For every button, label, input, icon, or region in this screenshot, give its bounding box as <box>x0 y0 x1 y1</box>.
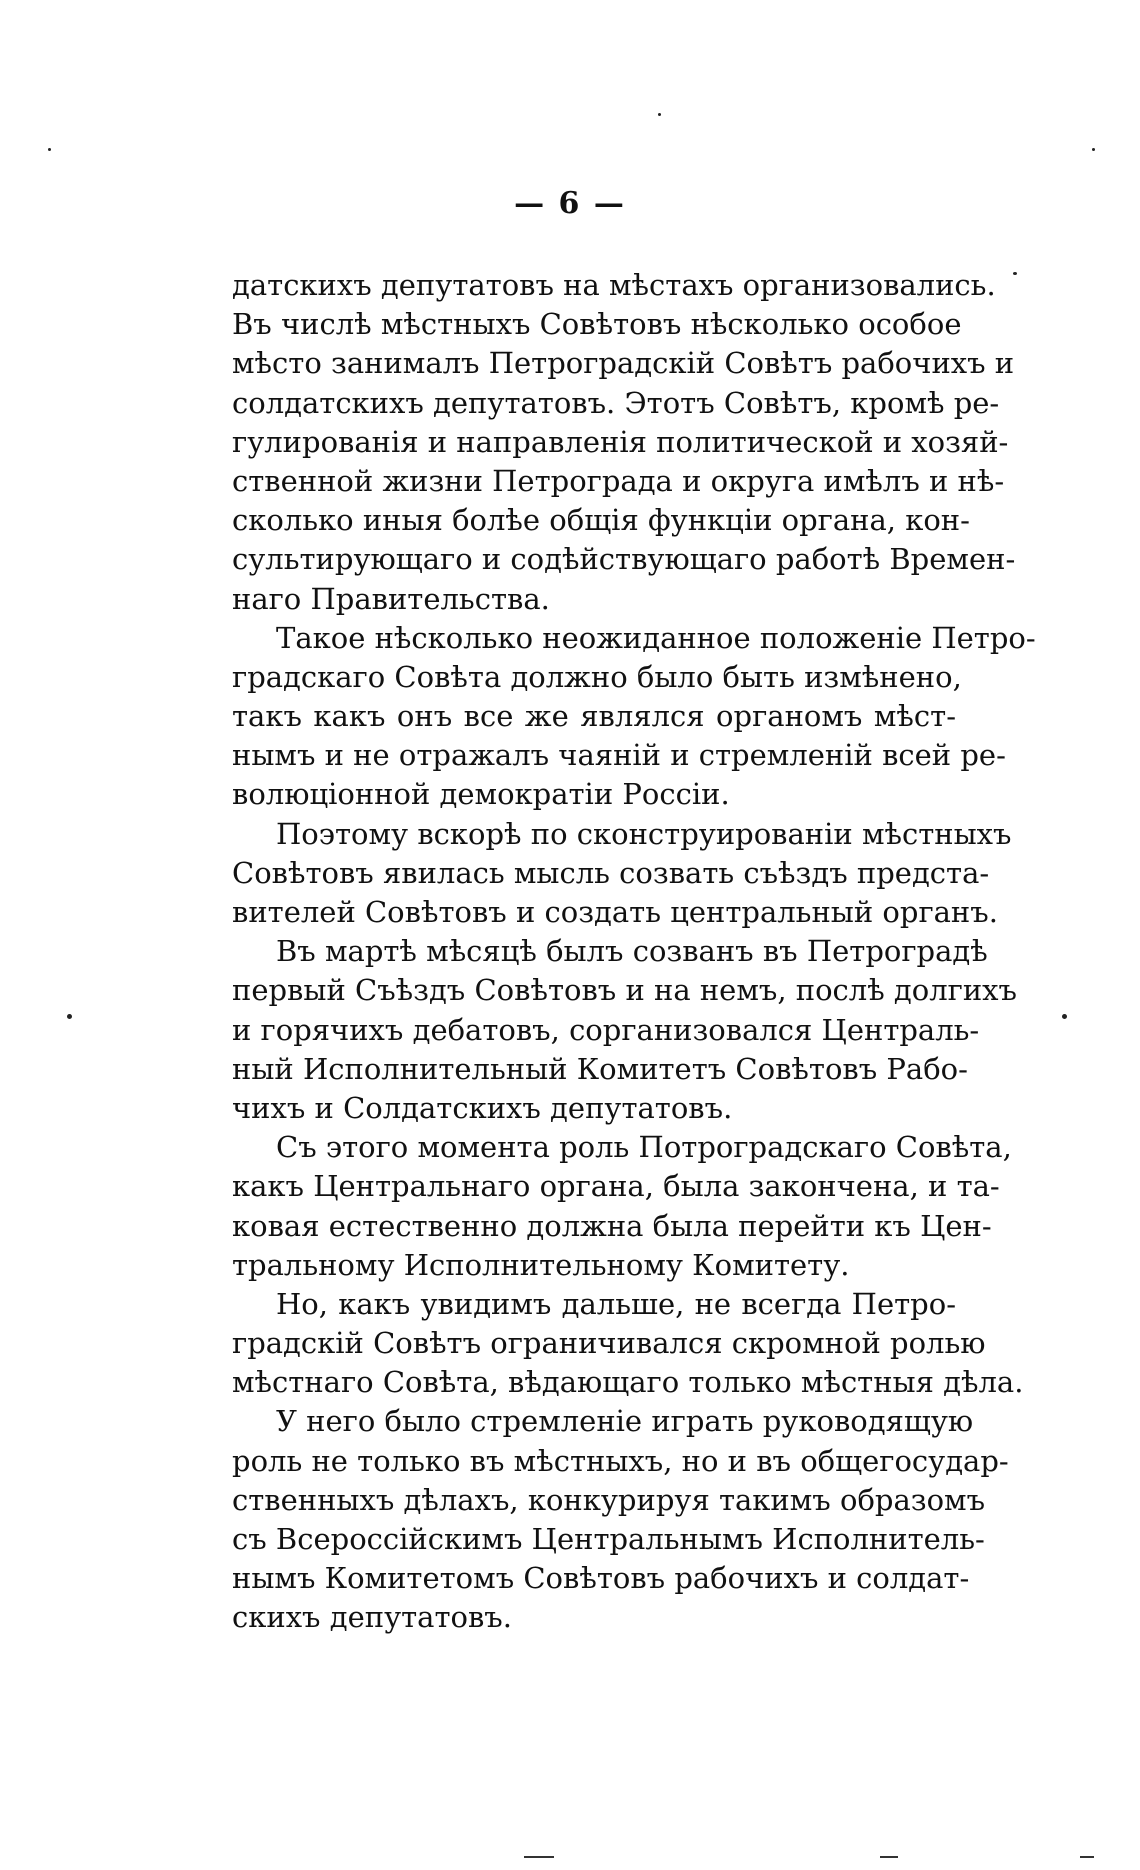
text-line: Но, какъ увидимъ дальше, не всегда Петро- <box>276 1286 956 1321</box>
text-line: Въ числѣ мѣстныхъ Совѣтовъ нѣсколько особое <box>232 307 962 342</box>
text-line: наго Правительства. <box>232 581 550 616</box>
text-line: датскихъ депутатовъ на мѣстахъ организовались. <box>232 268 996 302</box>
scan-speck <box>1013 272 1017 275</box>
text-line: ный Исполнительный Комитетъ Совѣтовъ Рабо- <box>232 1051 968 1086</box>
body-text <box>232 266 1036 1638</box>
text-line: У него было стремленіе играть руководящую <box>276 1404 974 1439</box>
text-line: Такое нѣсколько неожиданное положеніе Петро- <box>276 620 1036 655</box>
text-line: ственной жизни Петрограда и округа имѣлъ и нѣ- <box>232 463 1005 498</box>
text-line: тральному Исполнительному Комитету. <box>232 1247 850 1282</box>
text-line: и горячихъ дебатовъ, сорганизовался Централь- <box>232 1012 980 1047</box>
footer-mark <box>1080 1856 1094 1858</box>
text-line: гулированія и направленія политической и хозяй- <box>232 424 1009 459</box>
text-line: какъ Центральнаго органа, была закончена, и та- <box>232 1169 1000 1204</box>
text-line: ковая естественно должна была перейти къ Цен- <box>232 1208 992 1243</box>
text-line: градскій Совѣтъ ограничивался скромной ролью <box>232 1326 986 1361</box>
footer-mark <box>880 1856 898 1858</box>
scan-speck <box>1062 1014 1067 1019</box>
text-line: нымъ Комитетомъ Совѣтовъ рабочихъ и солдат- <box>232 1561 970 1596</box>
text-line: вителей Совѣтовъ и создать центральный органъ. <box>232 895 998 929</box>
text-line: Совѣтовъ явилась мысль созвать съѣздъ предста- <box>232 855 990 890</box>
text-line: Въ мартѣ мѣсяцѣ былъ созванъ въ Петроградѣ <box>276 934 988 969</box>
text-line: роль не только въ мѣстныхъ, но и въ общегосудар- <box>232 1443 1009 1478</box>
page-number: — 6 — <box>514 186 626 221</box>
text-line: съ Всероссійскимъ Центральнымъ Исполнитель- <box>232 1522 985 1556</box>
text-line: ственныхъ дѣлахъ, конкурируя такимъ образомъ <box>232 1482 986 1517</box>
text-line: градскаго Совѣта должно было быть измѣнено, <box>232 659 962 694</box>
text-line: мѣсто занималъ Петроградскій Совѣтъ рабочихъ и <box>232 346 1015 381</box>
text-line: Съ этого момента роль Потроградскаго Совѣта, <box>276 1130 1012 1165</box>
scan-speck <box>1092 148 1095 151</box>
text-line: скихъ депутатовъ. <box>232 1600 512 1635</box>
text-line: такъ какъ онъ все же являлся органомъ мѣст- <box>232 699 956 734</box>
scan-speck <box>658 113 661 116</box>
text-line: мѣстнаго Совѣта, вѣдающаго только мѣстныя дѣла. <box>232 1365 1024 1400</box>
text-line: чихъ и Солдатскихъ депутатовъ. <box>232 1090 733 1125</box>
text-line: волюціонной демократіи Россіи. <box>232 777 730 812</box>
text-line: первый Съѣздъ Совѣтовъ и на немъ, послѣ долгихъ <box>232 973 1017 1008</box>
text-line: сколько иныя болѣе общія функціи органа, кон- <box>232 503 970 538</box>
scan-speck <box>67 1014 72 1019</box>
text-line: Поэтому вскорѣ по сконструированіи мѣстныхъ <box>276 816 1012 851</box>
text-line: сультирующаго и содѣйствующаго работѣ Времен- <box>232 542 1016 577</box>
text-line: солдатскихъ депутатовъ. Этотъ Совѣтъ, кромѣ ре- <box>232 385 1000 420</box>
text-line: нымъ и не отражалъ чаяній и стремленій всей ре- <box>232 738 1006 773</box>
footer-mark <box>524 1856 554 1858</box>
scan-speck <box>48 148 51 151</box>
